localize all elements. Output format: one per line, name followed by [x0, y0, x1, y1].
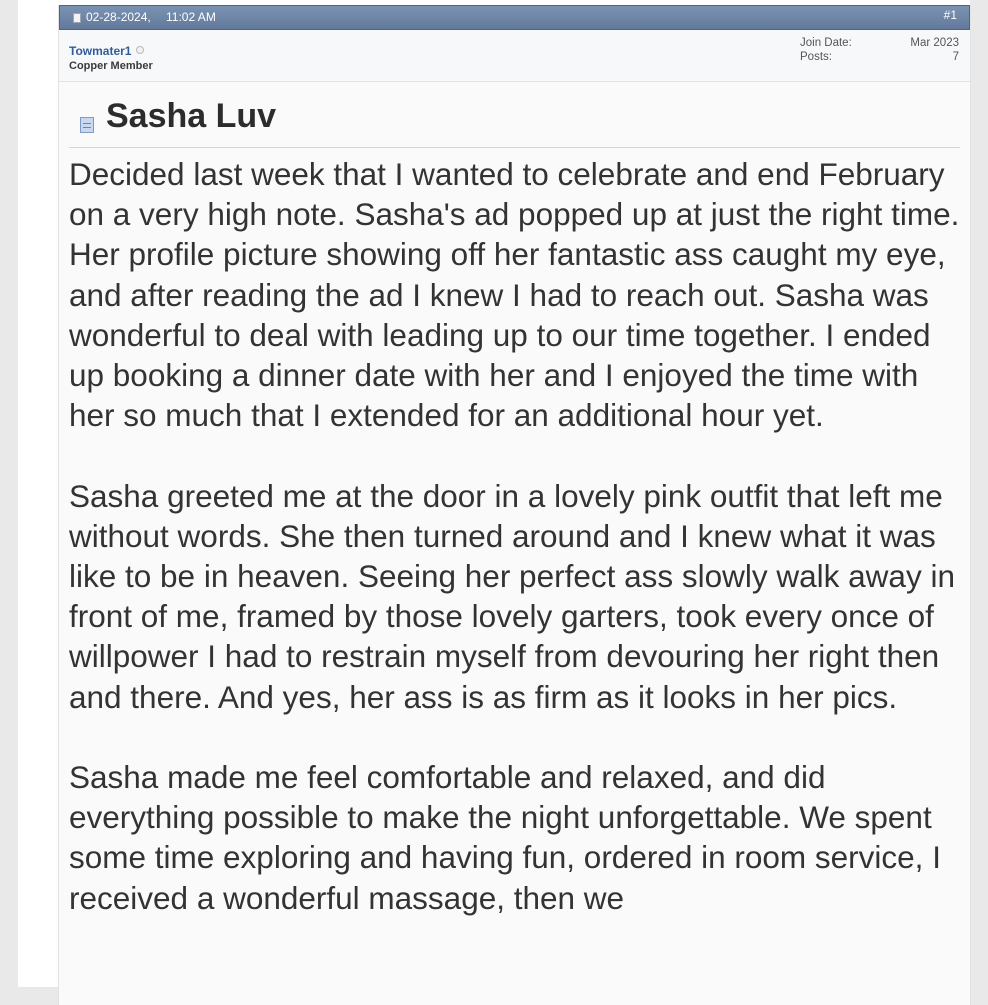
- message-paragraph: Sasha greeted me at the door in a lovely pink outfit that left me without words. She then turned around and I knew what it was like to be in heaven. Seeing her perfect ass slowly walk away in front of me, framed by those lovely garters, took every once of willpower I had to restrain myself from devouring her right then and there. And yes, her ass is as firm as it looks in her pics.: [69, 477, 955, 715]
- offline-dot-icon: [136, 46, 144, 54]
- forum-post: [58, 5, 971, 1005]
- document-icon: [80, 117, 94, 133]
- username-link[interactable]: Towmater1: [69, 44, 132, 58]
- user-info-bar: [59, 30, 970, 82]
- join-date-value: Mar 2023: [910, 37, 959, 49]
- user-rank-title: Copper Member: [69, 60, 153, 72]
- page-frame: [18, 0, 970, 987]
- post-time: 11:02 AM: [166, 10, 216, 24]
- post-title-row: [69, 82, 960, 148]
- message-paragraph: Sasha made me feel comfortable and relaxed, and did everything possible to make the night unforgettable. We spent some time exploring and having fun, ordered in room service, I received a wonderful massage, then we: [69, 759, 941, 916]
- post-title: Sasha Luv: [106, 97, 277, 135]
- post-number-link[interactable]: #1: [943, 8, 957, 22]
- posts-count-label: Posts:: [800, 51, 832, 63]
- post-header-bar: [59, 5, 970, 30]
- join-date-label: Join Date:: [800, 37, 852, 49]
- post-body: [59, 82, 970, 918]
- message-paragraph: Decided last week that I wanted to celebrate and end February on a very high note. Sasha's ad popped up at just the right time. Her profile picture showing off her fantastic ass caught my eye, and after reading the ad I knew I had to reach out. Sasha was wonderful to deal with leading up to our time together. I ended up booking a dinner date with her and I enjoyed the time with her so much that I extended for an additional hour yet.: [69, 156, 960, 434]
- post-message: [69, 154, 969, 918]
- post-status-icon: [73, 13, 81, 23]
- posts-count-value: 7: [952, 51, 959, 63]
- post-date: 02-28-2024,: [86, 10, 151, 24]
